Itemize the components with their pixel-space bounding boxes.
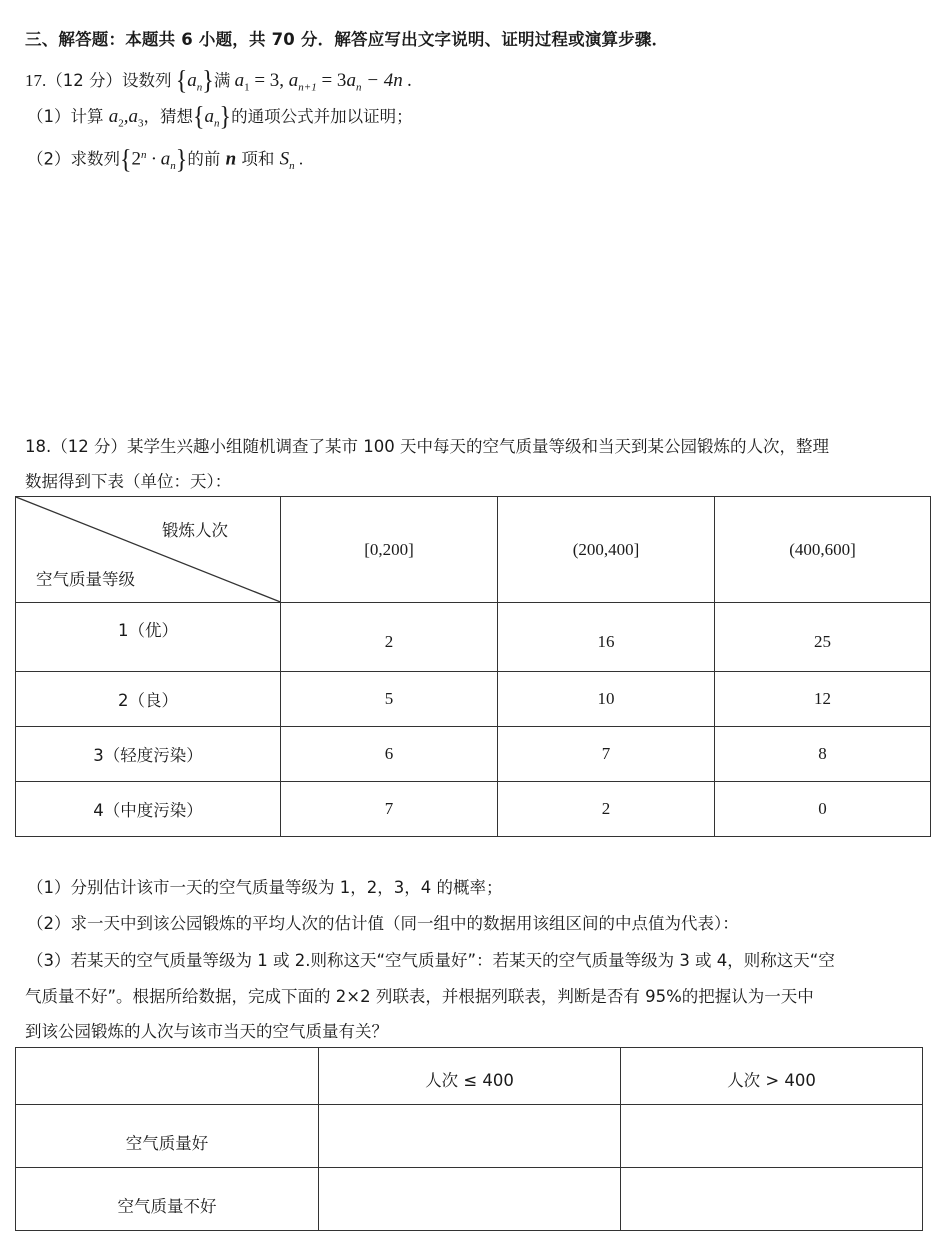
seq-a: a [187, 70, 197, 91]
part1-label: （1） [27, 107, 71, 126]
column-header: [0,200] [281, 497, 498, 603]
cond-an1-sub: n+1 [298, 81, 317, 94]
q17-part1 [27, 102, 413, 134]
section-title: 三、解答题：本题共 6 小题，共 70 分．解答应写出文字说明、证明过程或演算步骤． [25, 30, 669, 49]
cond-eq2: = 3 [316, 70, 347, 91]
diag-top-label: 锻炼人次 [162, 521, 228, 540]
q18-line2: 数据得到下表（单位：天）： [25, 472, 232, 491]
diag-bottom-label: 空气质量等级 [36, 570, 135, 589]
brace-close: } [175, 144, 188, 175]
part2-label: （2） [27, 149, 71, 169]
table-cell: 25 [715, 603, 931, 672]
row-label: 空气质量好 [16, 1105, 319, 1168]
column-header: (400,600] [715, 497, 931, 603]
contingency-table [15, 1047, 923, 1231]
row-label: 空气质量不好 [16, 1168, 319, 1231]
q17-stem-prefix: 设数列 [122, 71, 172, 90]
row-label: 2（良） [16, 672, 281, 727]
table-cell: 8 [715, 727, 931, 782]
brace-open: { [120, 144, 132, 175]
part1-mid: ，猜想 [143, 107, 193, 126]
cond-an-sub: n [355, 81, 362, 94]
table-cell: 5 [281, 672, 498, 727]
seq-sub: n [196, 81, 203, 94]
brace-close: } [219, 102, 232, 132]
part2-sub: n [170, 160, 176, 173]
q17-part2 [27, 144, 303, 177]
table-header-row [16, 1048, 923, 1105]
part2-Ssub: n [289, 160, 295, 173]
table-row [16, 727, 931, 782]
q17-stem-mid: 满 [213, 71, 231, 90]
part1-a: a [108, 106, 119, 127]
table-row [16, 1105, 923, 1168]
table-cell: 12 [715, 672, 931, 727]
part2-dot: · a [146, 148, 171, 170]
q17-stem [25, 66, 413, 98]
table-row [16, 672, 931, 727]
part2-base: 2 [131, 148, 142, 170]
cond-a1: a [234, 70, 245, 91]
q18-part3-line1: （3）若某天的空气质量等级为 1 或 2.则称这天“空气质量好”：若某天的空气质量等级为 3 或 4，则称这天“空 [27, 951, 835, 970]
answer-cell[interactable] [621, 1168, 923, 1231]
q18-part1: （1）分别估计该市一天的空气质量等级为 1，2，3，4 的概率； [27, 878, 503, 897]
cond-an: a [346, 70, 356, 91]
part2-mid: 的前 [187, 149, 226, 169]
part1-sep: ,a [123, 106, 138, 127]
row-label: 1（优） [16, 603, 281, 672]
part1-sub2: 2 [118, 117, 124, 130]
q17-number: 17. [25, 71, 47, 90]
part2-prefix: 求数列 [70, 149, 120, 169]
part1-prefix: 计算 [70, 107, 109, 126]
cond-eq1: = 3, [249, 70, 289, 91]
table-cell: 2 [281, 603, 498, 672]
q18-part2: （2）求一天中到该公园锻炼的平均人次的估计值（同一组中的数据用该组区间的中点值为代表）： [27, 914, 739, 933]
part1-sub3: 3 [138, 117, 144, 130]
table-cell: 16 [498, 603, 715, 672]
part2-end: . [294, 149, 304, 169]
diagonal-header-cell [16, 497, 281, 603]
brace-open: { [175, 66, 188, 96]
table-row [16, 782, 931, 837]
table-header-row [16, 497, 931, 603]
answer-cell[interactable] [621, 1105, 923, 1168]
part2-S: S [279, 148, 290, 170]
brace-close: } [202, 66, 214, 96]
row-label: 4（中度污染） [16, 782, 281, 837]
column-header: (200,400] [498, 497, 715, 603]
part2-n: n [225, 148, 237, 170]
part2-mid2: 项和 [236, 149, 280, 169]
part2-sup: n [141, 149, 147, 161]
table-cell: 6 [281, 727, 498, 782]
answer-cell[interactable] [319, 1105, 621, 1168]
q18-line1: 18.（12 分）某学生兴趣小组随机调查了某市 100 天中每天的空气质量等级和当天到某公园锻炼的人次，整理 [25, 437, 829, 456]
table-cell: 7 [281, 782, 498, 837]
table-cell: 7 [498, 727, 715, 782]
cond-an1: a [288, 70, 299, 91]
corner-cell [16, 1048, 319, 1105]
air-quality-table [15, 496, 931, 837]
part1-tail: 的通项公式并加以证明； [231, 107, 413, 126]
table-row [16, 603, 931, 672]
q17-score: （12 分） [46, 71, 122, 90]
brace-open: { [193, 102, 205, 132]
column-header: 人次 ≤ 400 [319, 1048, 621, 1105]
cond-a1-sub: 1 [244, 81, 250, 94]
table-row [16, 1168, 923, 1231]
q18-part3-line3: 到该公园锻炼的人次与该市当天的空气质量有关？ [25, 1022, 388, 1041]
seq-a: a [204, 106, 215, 127]
table-cell: 0 [715, 782, 931, 837]
cond-tail: − 4n . [361, 70, 413, 91]
table-cell: 10 [498, 672, 715, 727]
answer-cell[interactable] [319, 1168, 621, 1231]
seq-sub: n [214, 117, 220, 130]
table-cell: 2 [498, 782, 715, 837]
column-header: 人次 > 400 [621, 1048, 923, 1105]
q18-part3-line2: 气质量不好”。根据所给数据，完成下面的 2×2 列联表，并根据列联表，判断是否有 95%的把握认为一天中 [25, 987, 814, 1006]
row-label: 3（轻度污染） [16, 727, 281, 782]
